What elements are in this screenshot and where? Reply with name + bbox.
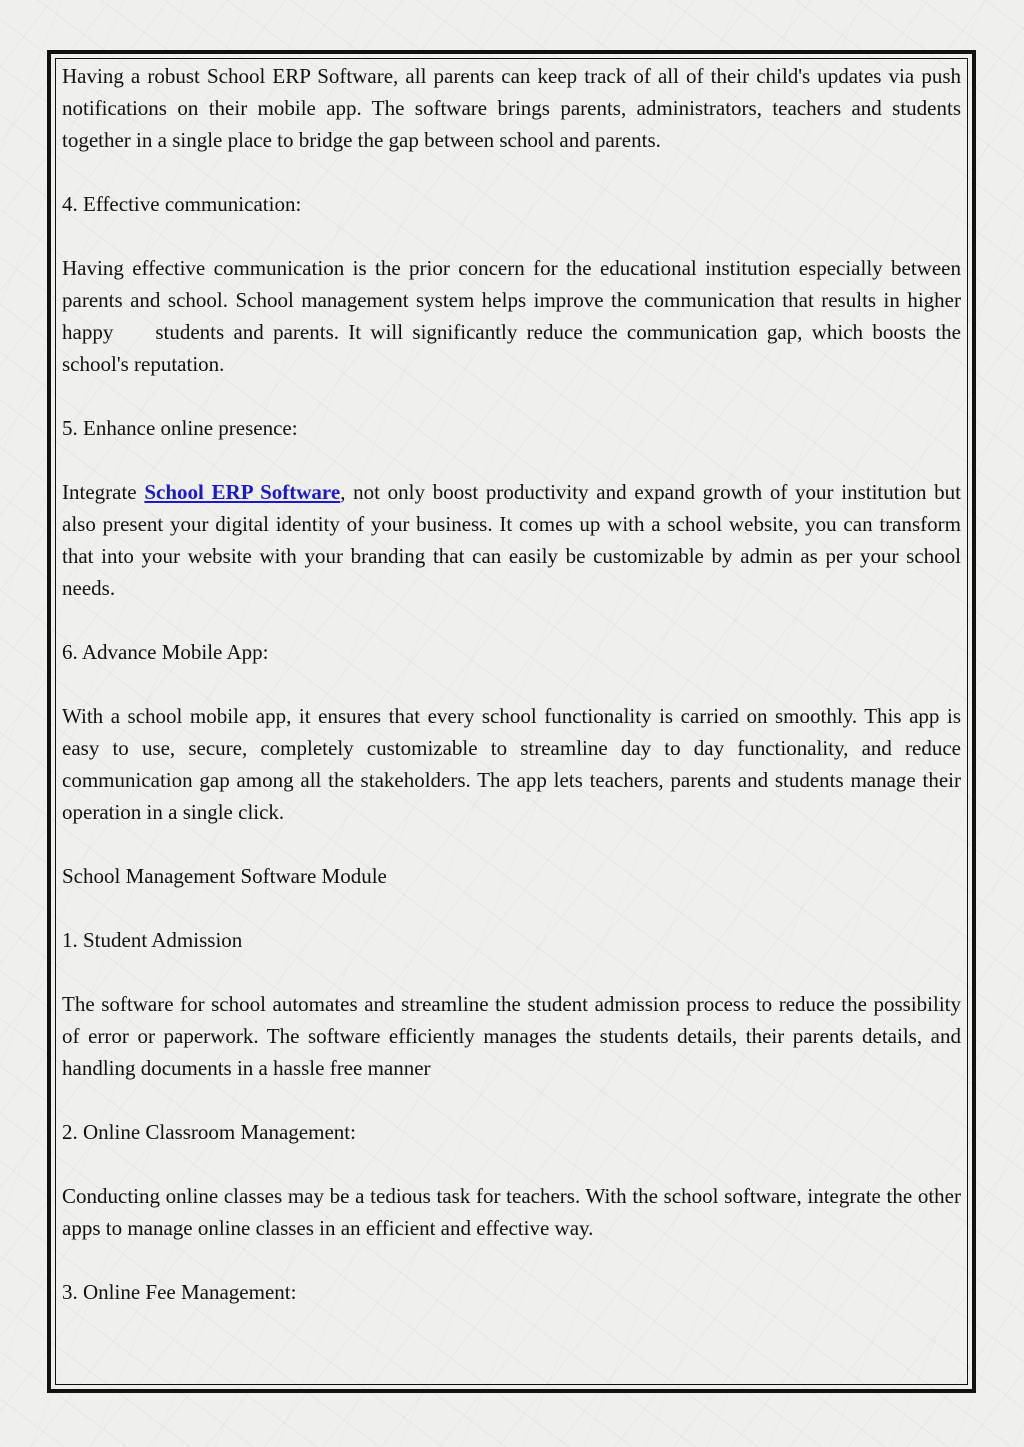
paragraph-online-presence-intro: Integrate bbox=[62, 480, 145, 504]
heading-online-classroom: 2. Online Classroom Management: bbox=[62, 1120, 356, 1144]
heading-effective-communication: 4. Effective communication: bbox=[62, 192, 302, 216]
paragraph-parent-tracking: Having a robust School ERP Software, all parents can keep track of all of their child's updates via push notifications on their mobile app. The software brings parents, administrators, teachers and students together in a single place to bridge the gap between school and parents. bbox=[62, 64, 961, 152]
heading-student-admission: 1. Student Admission bbox=[62, 928, 243, 952]
section-title-modules: School Management Software Module bbox=[62, 864, 387, 888]
paragraph-mobile-app: With a school mobile app, it ensures that every school functionality is carried on smoothly. This app is easy to use, secure, completely customizable to streamline day to day functionality, and reduce communication gap among all the stakeholders. The app lets teachers, parents and students manage their operation in a single click. bbox=[62, 704, 961, 824]
paragraph-effective-communication bbox=[62, 252, 961, 380]
school-erp-software-link[interactable]: School ERP Software bbox=[144, 480, 341, 504]
heading-advance-mobile-app: 6. Advance Mobile App: bbox=[62, 640, 269, 664]
paragraph-online-presence-body: , not only boost productivity and expand growth of your institution but also present your digital identity of your business. It comes up with a school website, you can transform that into your website with your branding that can easily be customizable by admin as per your school needs. bbox=[62, 480, 961, 600]
paragraph-effective-communication-part1: Having effective communication is the prior concern for the educational institution especially between parents and school. School management system helps improve the communication that results in higher happy bbox=[62, 256, 961, 344]
paragraph-effective-communication-part2: students and parents. It will significantly reduce the communication gap, which boosts the school's reputation. bbox=[62, 320, 961, 376]
paragraph-student-admission: The software for school automates and streamline the student admission process to reduce the possibility of error or paperwork. The software efficiently manages the students details, their parents details, and handling documents in a hassle free manner bbox=[62, 992, 961, 1080]
paragraph-online-presence bbox=[62, 476, 961, 604]
document-body bbox=[62, 60, 961, 1340]
heading-enhance-online-presence: 5. Enhance online presence: bbox=[62, 416, 298, 440]
heading-online-fee: 3. Online Fee Management: bbox=[62, 1280, 297, 1304]
paragraph-online-classroom: Conducting online classes may be a tedious task for teachers. With the school software, integrate the other apps to manage online classes in an efficient and effective way. bbox=[62, 1184, 961, 1240]
